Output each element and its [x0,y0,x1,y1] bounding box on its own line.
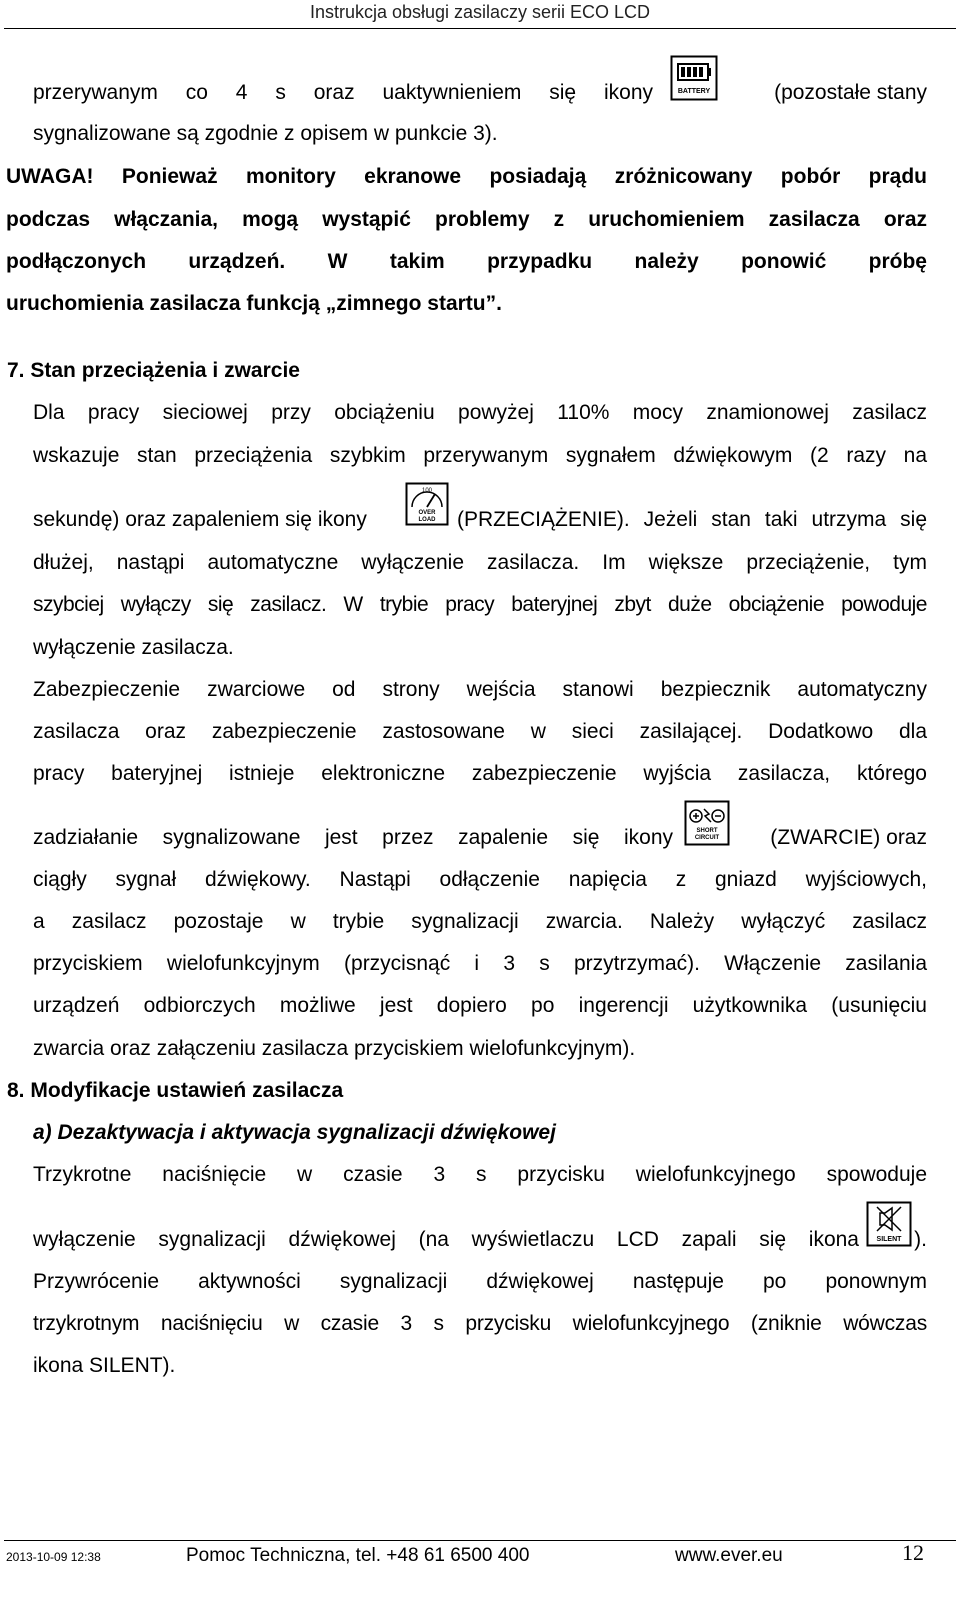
paragraph-line: Dla pracy sieciowej przy obciążeniu powyżej 110% mocy znamionowej zasilacz [33,401,927,424]
text-segment: wyłączenie sygnalizacji dźwiękowej (na wyświetlaczu LCD zapali się ikona [33,1228,859,1251]
page-header-title: Instrukcja obsługi zasilaczy serii ECO LCD [309,2,651,22]
paragraph-line: Przywrócenie aktywności sygnalizacji dźwiękowej następuje po ponownym [33,1270,927,1293]
footer-website-link[interactable]: www.ever.eu [675,1545,783,1566]
warning-line: uruchomienia zasilacza funkcją „zimnego startu”. [6,292,502,315]
paragraph-line: ikona SILENT). [33,1354,176,1377]
svg-text:CIRCUIT: CIRCUIT [694,835,720,841]
text-segment: przerywanym co 4 s oraz uaktywnieniem się ikony [33,81,653,104]
section-heading: 7. Stan przeciążenia i zwarcie [7,359,300,382]
overload-icon [405,482,449,531]
text-segment: ). [914,1228,927,1251]
paragraph-line: wskazuje stan przeciążenia szybkim przerywanym sygnałem dźwiękowym (2 razy na [33,444,927,467]
text-segment: (ZWARCIE) oraz [770,826,927,849]
paragraph-line: zwarcia oraz załączeniu zasilacza przyciskiem wielofunkcyjnym). [33,1037,636,1060]
warning-line: podczas włączania, mogą wystąpić problemy z uruchomieniem zasilacza oraz [6,208,927,231]
footer-datetime: 2013-10-09 12:38 [6,1550,101,1564]
warning-line: UWAGA! Ponieważ monitory ekranowe posiadają zróżnicowany pobór prądu [6,165,927,188]
svg-text:LOAD: LOAD [418,517,436,523]
page-number: 12 [902,1540,924,1565]
warning-line: podłączonych urządzeń. W takim przypadku należy ponowić próbę [6,250,927,273]
svg-text:SILENT: SILENT [876,1236,902,1243]
text-segment: sekundę) oraz zapaleniem się ikony [33,508,367,531]
subsection-heading: a) Dezaktywacja i aktywacja sygnalizacji dźwiękowej [33,1121,556,1144]
paragraph-line: Zabezpieczenie zwarciowe od strony wejścia stanowi bezpiecznik automatyczny [33,678,927,701]
paragraph-line: zasilacza oraz zabezpieczenie zastosowane w sieci zasilającej. Dodatkowo dla [33,720,927,743]
paragraph-line: Trzykrotne naciśnięcie w czasie 3 s przycisku wielofunkcyjnego spowoduje [33,1163,927,1186]
svg-text:100: 100 [421,488,433,494]
silent-icon [866,1201,912,1252]
paragraph-line: ciągły sygnał dźwiękowy. Nastąpi odłączenie napięcia z gniazd wyjściowych, [33,868,927,891]
paragraph-line: szybciej wyłączy się zasilacz. W trybie pracy bateryjnej zbyt duże obciążenie powoduje [33,593,927,616]
footer-support-phone: Pomoc Techniczna, tel. +48 61 6500 400 [186,1545,530,1566]
paragraph-line: wyłączenie zasilacza. [33,636,234,659]
text-segment: (PRZECIĄŻENIE). Jeżeli stan taki utrzyma się [457,508,927,531]
paragraph-line: a zasilacz pozostaje w trybie sygnalizacji zwarcia. Należy wyłączyć zasilacz [33,910,927,933]
section-heading: 8. Modyfikacje ustawień zasilacza [7,1079,344,1102]
short-circuit-icon [684,800,730,851]
svg-text:SHORT: SHORT [696,828,718,834]
footer-rule [4,1540,956,1541]
battery-icon [670,55,718,106]
paragraph-line: sygnalizowane są zgodnie z opisem w punkcie 3). [33,122,498,145]
paragraph-line: trzykrotnym naciśnięciu w czasie 3 s przycisku wielofunkcyjnego (zniknie wówczas [33,1312,927,1335]
paragraph-line: pracy bateryjnej istnieje elektroniczne zabezpieczenie wyjścia zasilacza, którego [33,762,927,785]
text-segment: zadziałanie sygnalizowane jest przez zapalenie się ikony [33,826,673,849]
svg-text:OVER: OVER [418,510,436,516]
header-rule [4,28,956,29]
paragraph-line: przyciskiem wielofunkcyjnym (przycisnąć i 3 s przytrzymać). Włączenie zasilania [33,952,927,975]
text-segment: (pozostałe stany [774,81,927,104]
paragraph-line: dłużej, nastąpi automatyczne wyłączenie zasilacza. Im większe przeciążenie, tym [33,551,927,574]
paragraph-line: urządzeń odbiorczych możliwe jest dopiero po ingerencji użytkownika (usunięciu [33,994,927,1017]
svg-text:BATTERY: BATTERY [677,88,711,95]
